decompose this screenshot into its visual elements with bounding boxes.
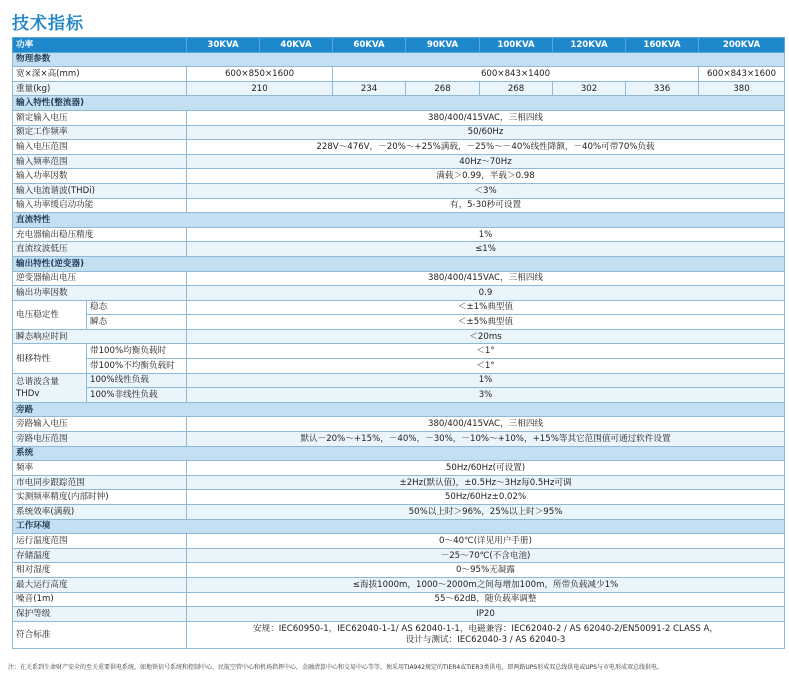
spec-row <box>13 432 785 447</box>
spec-value: 0.9 <box>187 286 785 301</box>
spec-row <box>13 271 785 286</box>
spec-row <box>13 592 785 607</box>
spec-value: ＜3% <box>187 183 785 198</box>
spec-value: ≤海拔1000m，1000～2000m之间每增加100m，所带负载减少1% <box>187 577 785 592</box>
spec-value: 600×843×1400 <box>333 67 699 82</box>
spec-sublabel: 带100%不均衡负载时 <box>87 359 187 374</box>
section-row <box>13 96 785 111</box>
spec-label: 旁路输入电压 <box>13 417 187 432</box>
section-title: 直流特性 <box>13 213 785 228</box>
spec-row <box>13 417 785 432</box>
page-title: 技术指标 <box>12 14 84 34</box>
spec-label: 输入功率因数 <box>13 169 187 184</box>
section-title: 工作环境 <box>13 519 785 534</box>
spec-label: 旁路电压范围 <box>13 432 187 447</box>
spec-label: 保护等级 <box>13 607 187 622</box>
spec-table <box>12 37 785 649</box>
spec-value: 228V～476V，－20%～+25%满载，－25%～－40%线性降额，－40%可带70%负载 <box>187 140 785 155</box>
spec-label: 符合标准 <box>13 621 187 648</box>
model-header: 40KVA <box>260 38 333 53</box>
section-row <box>13 402 785 417</box>
spec-row <box>13 300 785 315</box>
spec-label <box>13 373 87 402</box>
model-header: 200KVA <box>699 38 785 53</box>
spec-label: 额定输入电压 <box>13 110 187 125</box>
spec-value: 600×843×1600 <box>699 67 785 82</box>
spec-value: 40Hz～70Hz <box>187 154 785 169</box>
spec-row <box>13 81 785 96</box>
section-row <box>13 52 785 67</box>
spec-row <box>13 125 785 140</box>
spec-sublabel: 稳态 <box>87 300 187 315</box>
spec-row <box>13 67 785 82</box>
spec-value: 336 <box>626 81 699 96</box>
spec-label: 额定工作频率 <box>13 125 187 140</box>
spec-label: 直流纹波低压 <box>13 242 187 257</box>
spec-row <box>13 344 785 359</box>
spec-row <box>13 388 785 403</box>
spec-row <box>13 373 785 388</box>
spec-row <box>13 227 785 242</box>
spec-label: 宽×深×高(mm) <box>13 67 187 82</box>
spec-row <box>13 534 785 549</box>
spec-row <box>13 461 785 476</box>
spec-row <box>13 548 785 563</box>
spec-value: 380 <box>699 81 785 96</box>
spec-value: 210 <box>187 81 333 96</box>
spec-row <box>13 242 785 257</box>
spec-value: 1% <box>187 373 785 388</box>
spec-label: 输出功率因数 <box>13 286 187 301</box>
spec-label: 瞬态响应时间 <box>13 329 187 344</box>
spec-value: 50Hz/60Hz(可设置) <box>187 461 785 476</box>
spec-label: 市电同步跟踪范围 <box>13 475 187 490</box>
spec-value: 234 <box>333 81 406 96</box>
model-header: 60KVA <box>333 38 406 53</box>
section-row <box>13 213 785 228</box>
model-header: 160KVA <box>626 38 699 53</box>
spec-sublabel: 100%非线性负载 <box>87 388 187 403</box>
spec-value: 默认－20%～+15%，－40%，－30%，－10%～+10%，+15%等其它范围值可通过软件设置 <box>187 432 785 447</box>
section-title: 物理参数 <box>13 52 785 67</box>
spec-value: －25～70℃(不含电池) <box>187 548 785 563</box>
spec-value: 380/400/415VAC，三相四线 <box>187 110 785 125</box>
spec-label: 频率 <box>13 461 187 476</box>
spec-label: 重量(kg) <box>13 81 187 96</box>
spec-value: 满载＞0.99，半载＞0.98 <box>187 169 785 184</box>
spec-value: 0～95%无凝露 <box>187 563 785 578</box>
spec-value: 0～40℃(详见用户手册) <box>187 534 785 549</box>
spec-row <box>13 315 785 330</box>
spec-value: 50/60Hz <box>187 125 785 140</box>
spec-row <box>13 286 785 301</box>
header-label: 功率 <box>13 38 187 53</box>
model-header: 120KVA <box>553 38 626 53</box>
spec-sublabel: 带100%均衡负载时 <box>87 344 187 359</box>
standards-line2: 设计与测试：IEC62040-3 / AS 62040-3 <box>405 634 566 645</box>
spec-row <box>13 183 785 198</box>
section-title: 输入特性(整流器) <box>13 96 785 111</box>
spec-label: 输入频率范围 <box>13 154 187 169</box>
spec-label: 相对湿度 <box>13 563 187 578</box>
spec-value <box>187 621 785 648</box>
thd-label-line2: THDv <box>16 388 40 399</box>
header-row <box>13 38 785 53</box>
thd-label-line1: 总谐波含量 <box>16 376 59 387</box>
model-header: 30KVA <box>187 38 260 53</box>
spec-row <box>13 169 785 184</box>
spec-label: 输入功率缓启动功能 <box>13 198 187 213</box>
spec-value: 380/400/415VAC，三相四线 <box>187 271 785 286</box>
spec-row <box>13 563 785 578</box>
spec-value: 3% <box>187 388 785 403</box>
spec-value: ＜1° <box>187 344 785 359</box>
spec-value: 600×850×1600 <box>187 67 333 82</box>
spec-label: 系统效率(满载) <box>13 505 187 520</box>
spec-row <box>13 490 785 505</box>
spec-label: 相移特性 <box>13 344 87 373</box>
spec-value: ±2Hz(默认值)，±0.5Hz～3Hz每0.5Hz可调 <box>187 475 785 490</box>
section-title: 输出特性(逆变器) <box>13 256 785 271</box>
spec-label: 存储温度 <box>13 548 187 563</box>
spec-label: 噪音(1m) <box>13 592 187 607</box>
spec-row <box>13 359 785 374</box>
footnote: 注：在关系到生命财产安全的至关重要供电系统，如地铁信号系统和控制中心，民航空管中心和机场指挥中心，金融清算中心和交易中心等等，须采用TIA942规定的TIER4或TIER3类供电，即两路UPS形成双总线供电或UPS与市电形成双总线供电。 <box>8 664 664 671</box>
spec-row <box>13 198 785 213</box>
spec-value: 有，5-30秒可设置 <box>187 198 785 213</box>
spec-row <box>13 475 785 490</box>
spec-row <box>13 140 785 155</box>
section-title: 旁路 <box>13 402 785 417</box>
spec-value: 380/400/415VAC，三相四线 <box>187 417 785 432</box>
standards-line1: 安规：IEC60950-1，IEC62040-1-1/ AS 62040-1-1，电磁兼容：IEC62040-2 / AS 62040-2/EN50091-2 CLASS A， <box>253 623 719 634</box>
spec-value: ＜±5%典型值 <box>187 315 785 330</box>
section-row <box>13 256 785 271</box>
spec-value: ≤1% <box>187 242 785 257</box>
spec-value: 302 <box>553 81 626 96</box>
spec-value: 50%以上时＞96%，25%以上时＞95% <box>187 505 785 520</box>
spec-value: IP20 <box>187 607 785 622</box>
spec-sublabel: 100%线性负载 <box>87 373 187 388</box>
spec-label: 输入电压范围 <box>13 140 187 155</box>
spec-value: 50Hz/60Hz±0.02% <box>187 490 785 505</box>
spec-row <box>13 154 785 169</box>
spec-row <box>13 505 785 520</box>
spec-value: ＜20ms <box>187 329 785 344</box>
model-header: 90KVA <box>406 38 480 53</box>
spec-label: 实测频率精度(内部时钟) <box>13 490 187 505</box>
spec-value: ＜±1%典型值 <box>187 300 785 315</box>
spec-row <box>13 110 785 125</box>
spec-value: 268 <box>480 81 553 96</box>
spec-label: 运行温度范围 <box>13 534 187 549</box>
spec-value: 55～62dB，随负载率调整 <box>187 592 785 607</box>
spec-label: 逆变器输出电压 <box>13 271 187 286</box>
spec-value: 1% <box>187 227 785 242</box>
spec-row <box>13 577 785 592</box>
spec-value: 268 <box>406 81 480 96</box>
spec-label: 最大运行高度 <box>13 577 187 592</box>
spec-label: 电压稳定性 <box>13 300 87 329</box>
spec-row <box>13 607 785 622</box>
spec-row <box>13 621 785 648</box>
spec-value: ＜1° <box>187 359 785 374</box>
section-row <box>13 446 785 461</box>
spec-label: 充电器输出稳压精度 <box>13 227 187 242</box>
section-row <box>13 519 785 534</box>
spec-row <box>13 329 785 344</box>
spec-label: 输入电流谐波(THDi) <box>13 183 187 198</box>
spec-sublabel: 瞬态 <box>87 315 187 330</box>
model-header: 100KVA <box>480 38 553 53</box>
section-title: 系统 <box>13 446 785 461</box>
